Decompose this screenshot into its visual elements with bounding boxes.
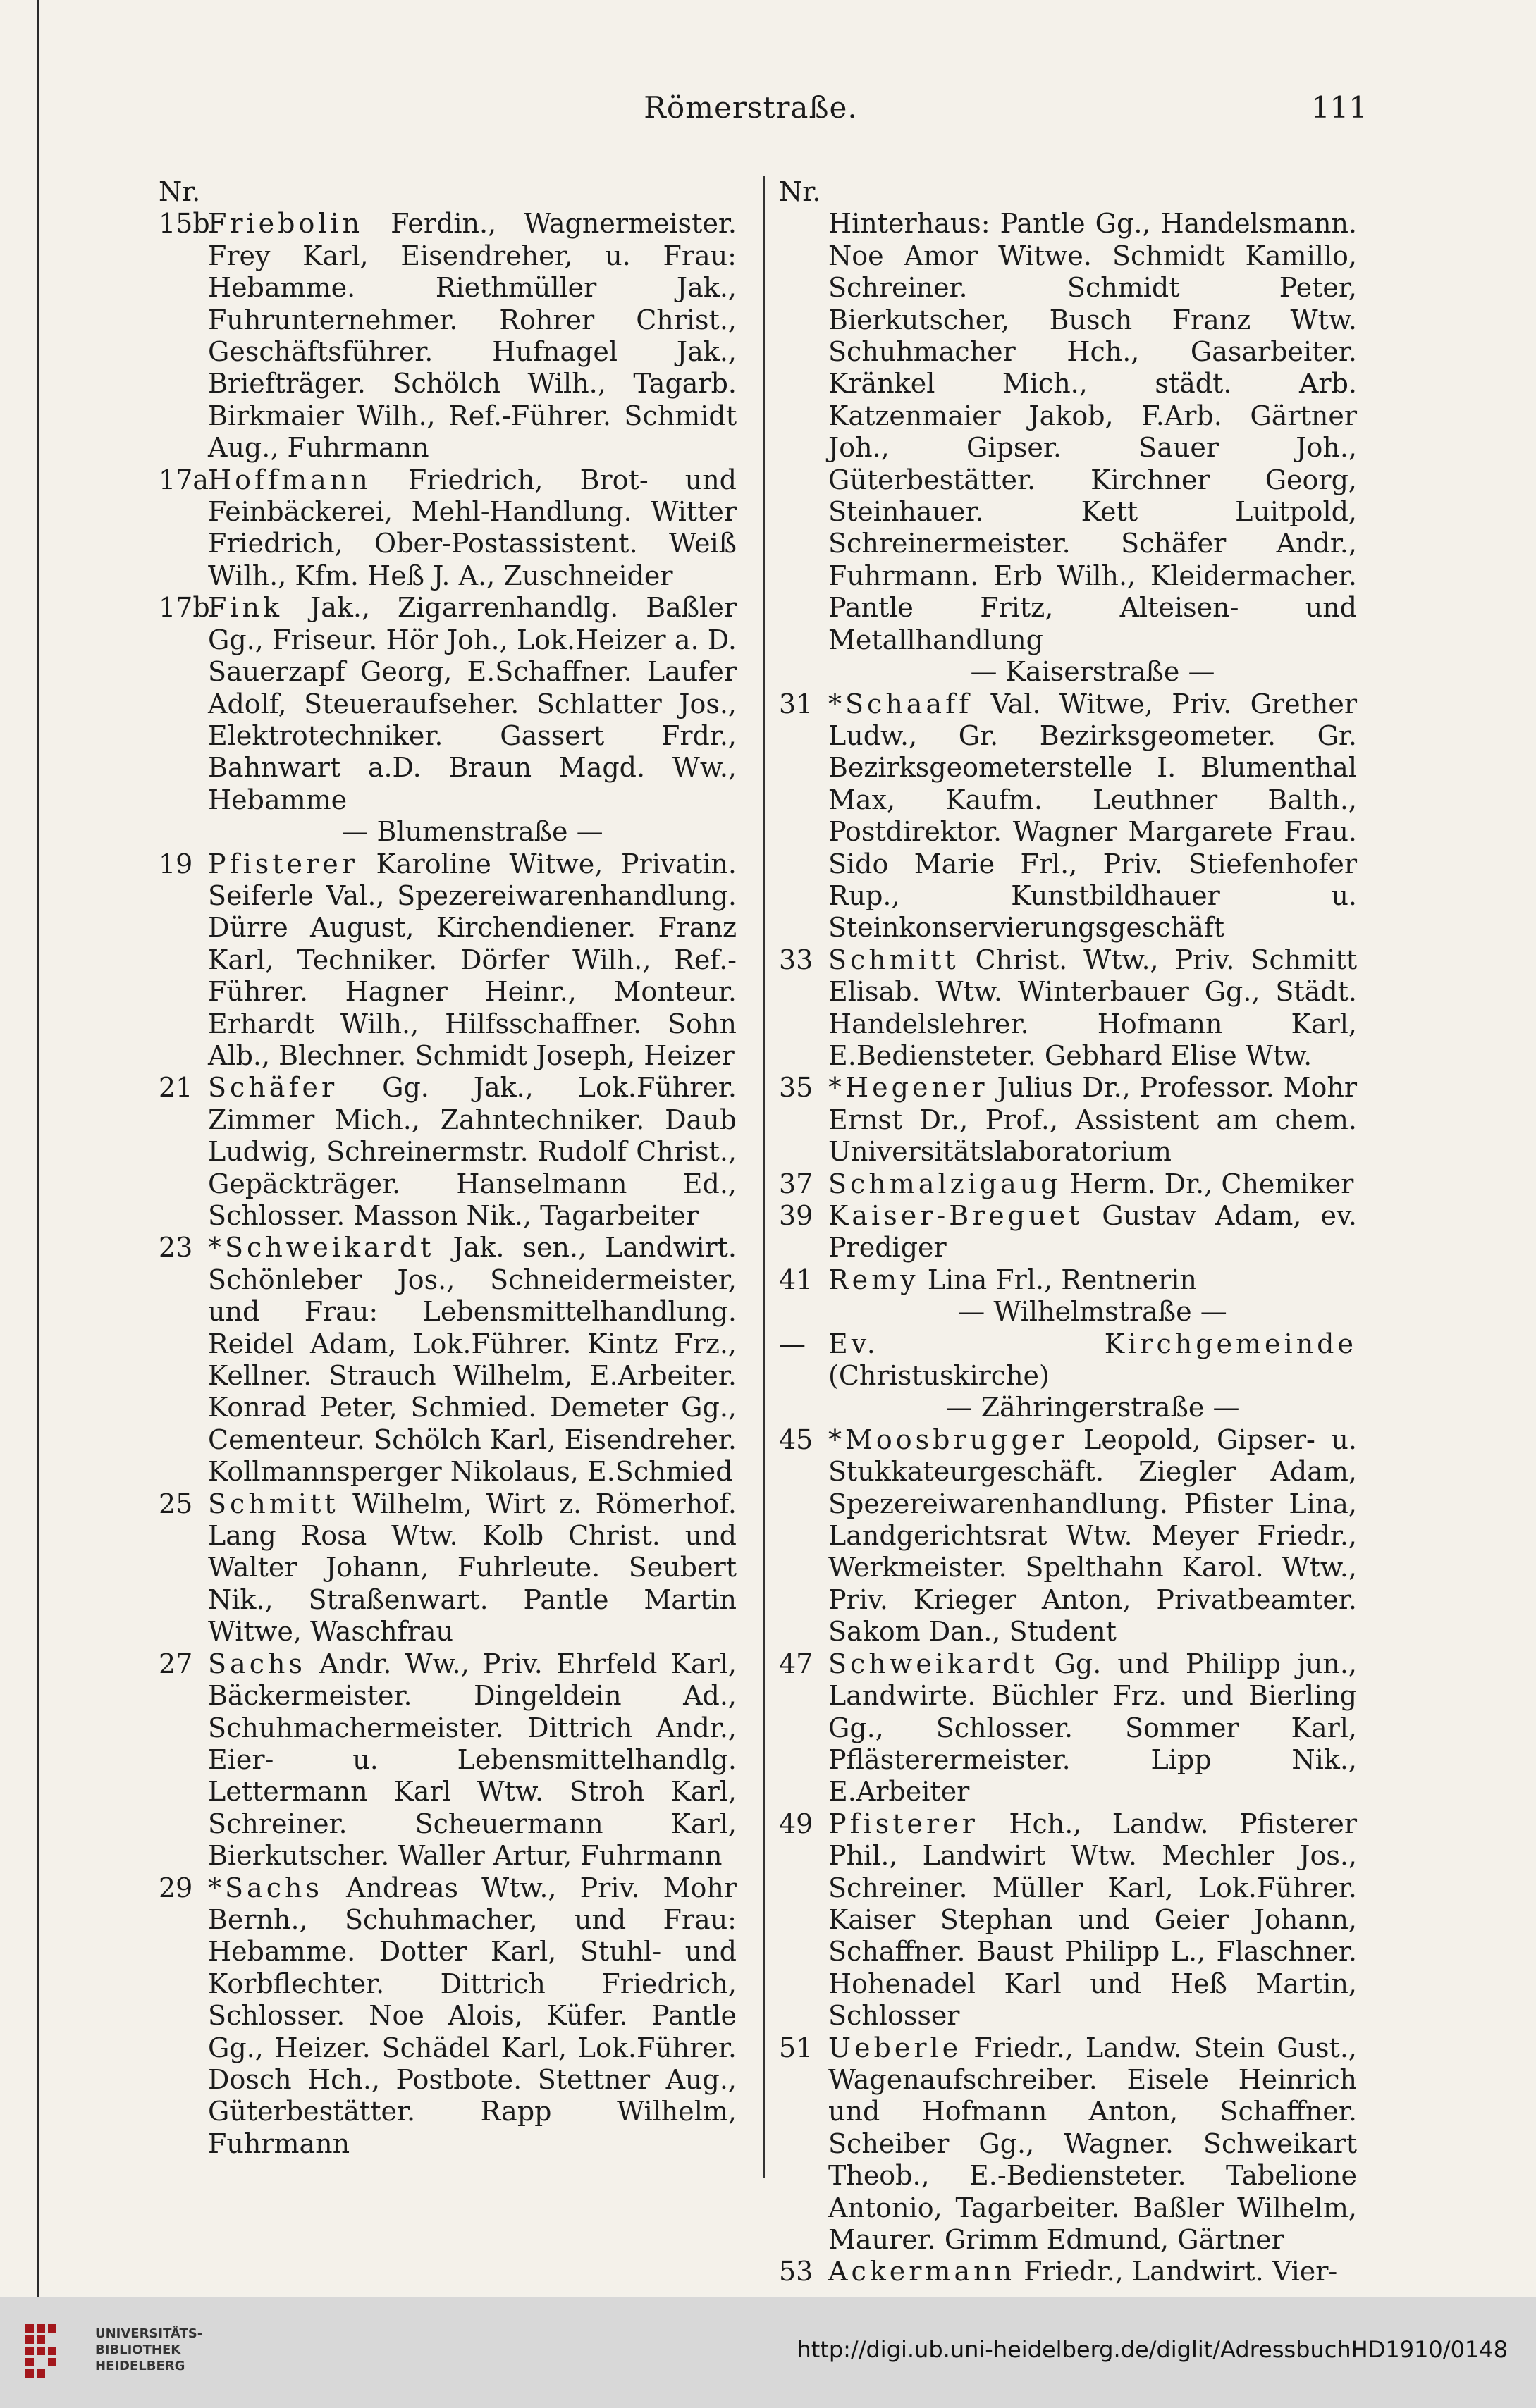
residents-text: Gg. Jak., Lok.Führer. Zimmer Mich., Zahntechniker. Daub Ludwig, Schreinermstr. Rudolf Christ., Gepäckträger. Hanselmann Ed., Schlosser. Masson Nik., Tagarbeiter: [208, 1072, 737, 1231]
street-heading: — Kaiserstraße —: [970, 656, 1215, 688]
residents-text: Andr. Ww., Priv. Ehrfeld Karl, Bäckermeister. Dingeldein Ad., Schuhmachermeister. Dittrich Andr., Eier- u. Lebensmittelhandlg. Lettermann Karl Wtw. Stroh Karl, Schreiner. Scheuermann Karl, Bierkutscher. Waller Artur, Fuhrmann: [208, 1648, 737, 1872]
owner-name: Schmitt: [828, 944, 959, 975]
page-title: Römerstraße.: [644, 90, 858, 125]
viewer-footer: [0, 2297, 1536, 2408]
address-entry: [159, 464, 737, 593]
residents-text: Friedrich, Brot- und Feinbäckerei, Mehl-Handlung. Witter Friedrich, Ober-Postassistent. Weiß Wilh., Kfm. Heß J. A., Zuschneider: [208, 464, 737, 591]
address-entry: [779, 1200, 1357, 1264]
owner-name: Friebolin: [208, 208, 364, 240]
residents-text: Julius Dr., Professor. Mohr Ernst Dr., Prof., Assistent am chem. Universitätslaboratorium: [828, 1072, 1357, 1168]
address-entry: [159, 208, 737, 464]
page-header: [134, 90, 1368, 140]
house-number: 29: [159, 1872, 193, 1903]
owner-name: Ackermann: [828, 2256, 1016, 2287]
source-url-link[interactable]: http://digi.ub.uni-heidelberg.de/diglit/AdressbuchHD1910/0148: [797, 2336, 1508, 2363]
library-name-line: UNIVERSITÄTS-: [95, 2326, 203, 2341]
address-entry: [159, 1488, 737, 1648]
house-number: 17a: [159, 464, 209, 495]
address-entry: [779, 2256, 1357, 2287]
owner-name: Fink: [208, 592, 283, 624]
owner-name: Schäfer: [208, 1072, 338, 1104]
house-number: 45: [779, 1424, 813, 1455]
owner-name: Pfisterer: [208, 848, 358, 879]
owner-name: Schmitt: [208, 1488, 339, 1519]
address-entry: [779, 1808, 1357, 2032]
residents-text: Ferdin., Wagnermeister. Frey Karl, Eisendreher, u. Frau: Hebamme. Riethmüller Jak., Fuhrunternehmer. Rohrer Christ., Geschäftsführer. Hufnagel Jak., Briefträger. Schölch Wilh., Tagarb. Birkmaier Wilh., Ref.-Führer. Schmidt Aug., Fuhrmann: [208, 208, 737, 464]
residents-text: Gg. und Philipp jun., Landwirte. Büchler Frz. und Bierling Gg., Schlosser. Sommer Karl, Pflästerermeister. Lipp Nik., E.Arbeiter: [828, 1648, 1357, 1808]
residents-text: Herm. Dr., Chemiker: [1069, 1168, 1354, 1199]
library-name-line: BIBLIOTHEK: [95, 2342, 181, 2357]
house-number: 21: [159, 1072, 193, 1104]
house-number: 27: [159, 1648, 193, 1679]
owner-name: Pfisterer: [828, 1808, 978, 1839]
owner-name: *Schaaff: [828, 688, 973, 720]
address-entry: [159, 592, 737, 816]
residents-text: Hch., Landw. Pfisterer Phil., Landwirt Wtw. Mechler Jos., Schreiner. Müller Karl, Lok.Führer. Kaiser Stephan und Geier Johann, Schaffner. Baust Philipp L., Flaschner. Hohenadel Karl und Heß Martin, Schlosser: [828, 1808, 1357, 2032]
owner-name: *Hegener: [828, 1072, 988, 1104]
residents-text: Val. Witwe, Priv. Grether Ludw., Gr. Bezirksgeometer. Gr. Bezirksgeometerstelle I. Blumenthal Max, Kaufm. Leuthner Balth., Postdirektor. Wagner Margarete Frau. Sido Marie Frl., Priv. Stiefenhofer Rup., Kunstbildhauer u. Steinkonservierungsgeschäft: [828, 688, 1357, 944]
page-number: 111: [1310, 90, 1368, 125]
page-edge: [37, 0, 39, 2297]
address-entry: [779, 208, 1357, 656]
left-column: [159, 176, 737, 2178]
owner-name: Ev. Kirchgemeinde: [828, 1328, 1357, 1359]
owner-name: Remy: [828, 1264, 919, 1295]
house-number: 31: [779, 688, 813, 720]
street-heading: — Blumenstraße —: [341, 816, 603, 848]
column-divider: [763, 176, 765, 2178]
house-number: 41: [779, 1264, 813, 1295]
residents-text: Hinterhaus: Pantle Gg., Handelsmann. Noe Amor Witwe. Schmidt Kamillo, Schreiner. Schmidt Peter, Bierkutscher, Busch Franz Wtw. Schuhmacher Hch., Gasarbeiter. Kränkel Mich., städt. Arb. Katzenmaier Jakob, F.Arb. Gärtner Joh., Gipser. Sauer Joh., Güterbestätter. Kirchner Georg, Steinhauer. Kett Luitpold, Schreinermeister. Schäfer Andr., Fuhrmann. Erb Wilh., Kleidermacher. Pantle Fritz, Alteisen- und Metallhandlung: [828, 208, 1357, 655]
address-entry: [779, 689, 1357, 944]
address-entry: [779, 1264, 1357, 1296]
residents-text: Friedr., Landwirt. Vier-: [1024, 2256, 1338, 2287]
residents-text: Jak. sen., Landwirt. Schönleber Jos., Schneidermeister, und Frau: Lebensmittelhandlung. Reidel Adam, Lok.Führer. Kintz Frz., Kellner. Strauch Wilhelm, E.Arbeiter. Konrad Peter, Schmied. Demeter Gg., Cementeur. Schölch Karl, Eisendreher. Kollmannsperger Nikolaus, E.Schmied: [208, 1232, 737, 1488]
house-number: 49: [779, 1808, 813, 1839]
residents-text: Lina Frl., Rentnerin: [927, 1264, 1197, 1295]
owner-name: Sachs: [208, 1648, 306, 1679]
address-entry: [159, 1232, 737, 1488]
house-number: 19: [159, 848, 193, 879]
owner-name: Hoffmann: [208, 464, 371, 495]
address-entry: [779, 1168, 1357, 1200]
house-number: 33: [779, 944, 813, 975]
address-entry: [779, 1328, 1357, 1393]
address-entry: [159, 1872, 737, 2161]
owner-name: *Moosbrugger: [828, 1424, 1068, 1455]
house-number: 35: [779, 1072, 813, 1104]
column-nr-label: Nr.: [159, 176, 201, 207]
address-entry: [779, 944, 1357, 1073]
house-number: 53: [779, 2256, 813, 2287]
address-entry: [159, 1648, 737, 1872]
university-library-logo-icon[interactable]: [21, 2319, 88, 2385]
house-number: 23: [159, 1232, 193, 1264]
owner-name: *Sachs: [208, 1872, 323, 1903]
residents-text: (Christuskirche): [828, 1360, 1050, 1392]
residents-text: Karoline Witwe, Privatin. Seiferle Val., Spezereiwarenhandlung. Dürre August, Kirchendiener. Franz Karl, Techniker. Dörfer Wilh., Ref.-Führer. Hagner Heinr., Monteur. Erhardt Wilh., Hilfsschaffner. Sohn Alb., Blechner. Schmidt Joseph, Heizer: [208, 848, 737, 1071]
residents-text: Friedr., Landw. Stein Gust., Wagenaufschreiber. Eisele Heinrich und Hofmann Anton, Schaffner. Scheiber Gg., Wagner. Schweikart Theob., E.-Bediensteter. Tabelione Antonio, Tagarbeiter. Baßler Wilhelm, Maurer. Grimm Edmund, Gärtner: [828, 2032, 1357, 2255]
residents-text: Jak., Zigarrenhandlg. Baßler Gg., Friseur. Hör Joh., Lok.Heizer a. D. Sauerzapf Georg, E.Schaffner. Laufer Adolf, Steueraufseher. Schlatter Jos., Elektrotechniker. Gassert Frdr., Bahnwart a.D. Braun Magd. Ww., Hebamme: [208, 592, 737, 815]
house-number: 47: [779, 1648, 813, 1679]
right-column: [779, 176, 1357, 2287]
owner-name: Ueberle: [828, 2032, 962, 2063]
address-entry: [779, 1648, 1357, 1808]
street-heading: — Zähringerstraße —: [945, 1392, 1240, 1424]
house-number: 17b: [159, 592, 210, 624]
residents-text: Leopold, Gipser- u. Stukkateurgeschäft. Ziegler Adam, Spezereiwarenhandlung. Pfister Lina, Landgerichtsrat Wtw. Meyer Friedr., Werkmeister. Spelthahn Karol. Wtw., Priv. Krieger Anton, Privatbeamter. Sakom Dan., Student: [828, 1424, 1357, 1648]
residents-text: Christ. Wtw., Priv. Schmitt Elisab. Wtw. Winterbauer Gg., Städt. Handelslehrer. Hofmann Karl, E.Bediensteter. Gebhard Elise Wtw.: [828, 944, 1357, 1071]
house-number: —: [779, 1328, 806, 1359]
address-entry: [779, 1424, 1357, 1648]
street-heading: — Wilhelmstraße —: [958, 1296, 1227, 1328]
owner-name: Schweikardt: [828, 1648, 1038, 1679]
house-number: 37: [779, 1168, 813, 1199]
address-entry: [159, 848, 737, 1073]
house-number: 51: [779, 2032, 813, 2063]
house-number: 25: [159, 1488, 193, 1519]
owner-name: Kaiser-Breguet: [828, 1200, 1083, 1231]
house-number: 39: [779, 1200, 813, 1231]
residents-text: Gustav Adam, ev. Prediger: [828, 1200, 1357, 1264]
house-number: 15b: [159, 208, 210, 240]
address-entry: [779, 2032, 1357, 2256]
library-name: [95, 2326, 202, 2374]
address-entry: [159, 1072, 737, 1232]
residents-text: Wilhelm, Wirt z. Römerhof. Lang Rosa Wtw. Kolb Christ. und Walter Johann, Fuhrleute. Seubert Nik., Straßenwart. Pantle Martin Witwe, Waschfrau: [208, 1488, 737, 1648]
owner-name: Schmalzigaug: [828, 1168, 1062, 1199]
residents-text: Andreas Wtw., Priv. Mohr Bernh., Schuhmacher, und Frau: Hebamme. Dotter Karl, Stuhl- und Korbflechter. Dittrich Friedrich, Schlosser. Noe Alois, Küfer. Pantle Gg., Heizer. Schädel Karl, Lok.Führer. Dosch Hch., Postbote. Stettner Aug., Güterbestätter. Rapp Wilhelm, Fuhrmann: [208, 1872, 737, 2159]
library-name-line: HEIDELBERG: [95, 2359, 185, 2373]
owner-name: *Schweikardt: [208, 1232, 435, 1264]
address-entry: [779, 1072, 1357, 1168]
column-nr-label: Nr.: [779, 176, 821, 207]
